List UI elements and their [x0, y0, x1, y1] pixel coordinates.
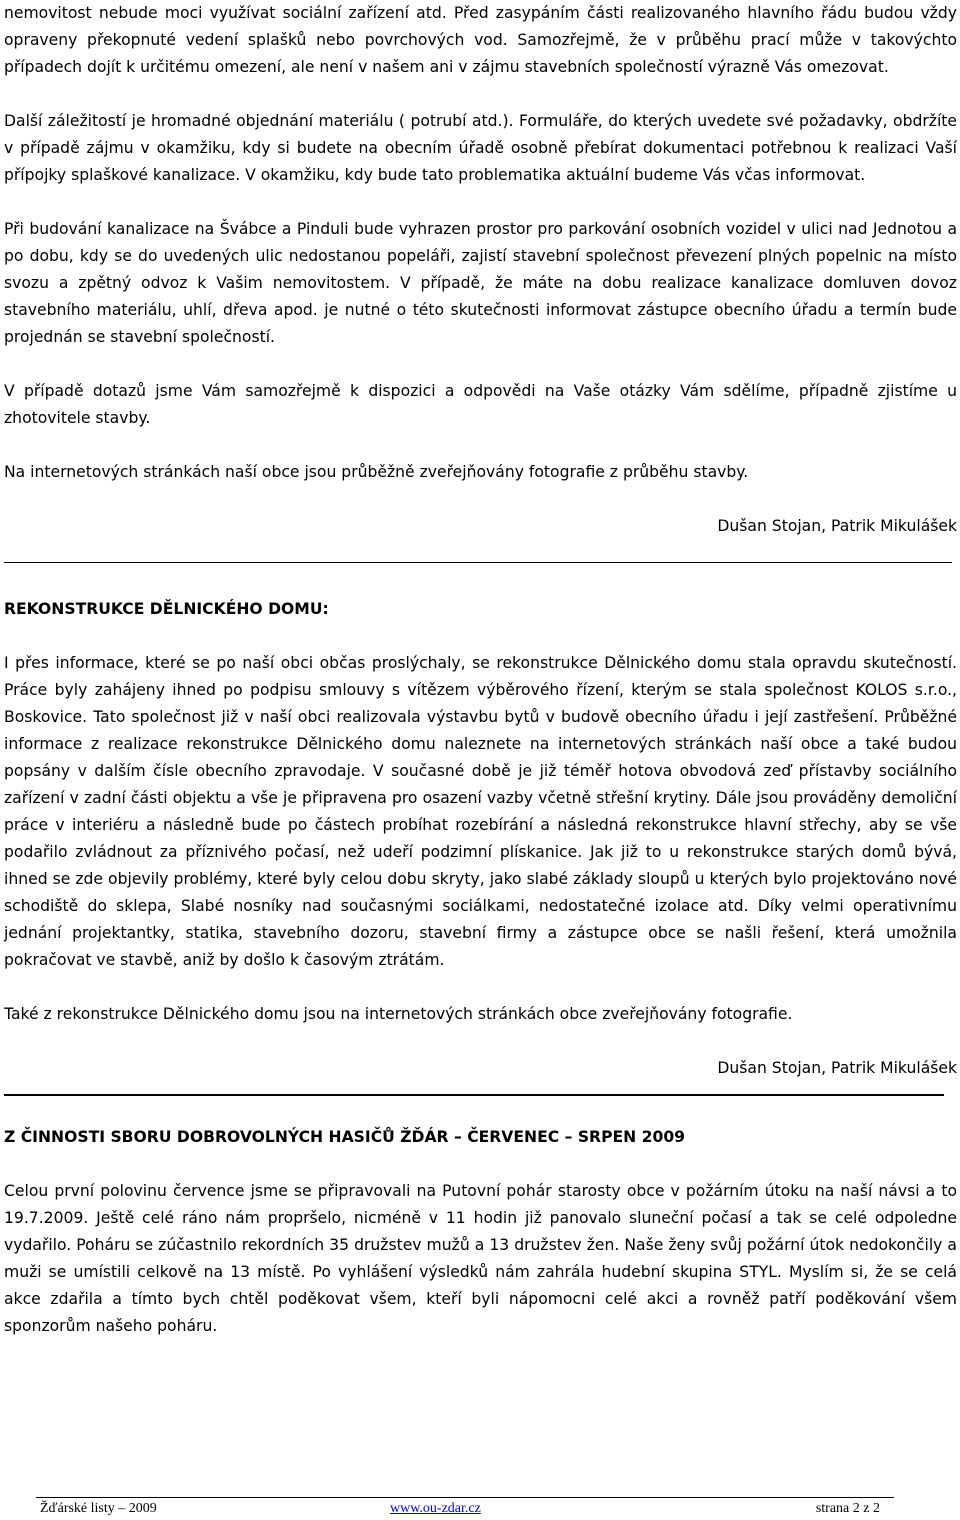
signature: Dušan Stojan, Patrik Mikulášek [717, 1059, 957, 1077]
paragraph: Na internetových stránkách naší obce jsou průběžně zveřejňovány fotografie z průběhu stavby. [4, 463, 749, 481]
footer-publication: Žďárské listy – 2009 [40, 1501, 157, 1516]
footer-website-link[interactable]: www.ou-zdar.cz [390, 1501, 481, 1516]
footer-divider [36, 1497, 894, 1498]
paragraph: Celou první polovinu července jsme se připravovali na Putovní pohár starosty obce v požárním útoku na naší návsi a to 19.7.2009. Ještě celé ráno nám propršelo, nicméně v 11 hodin již panovalo sluneční počasí a tak se celé odpoledne vydařilo. Poháru se zúčastnilo rekordních 35 družstev mužů a 13 družstev žen. Naše ženy svůj požární útok nedokončily a muži se umístili celkově na 13 místě. Po vyhlášení výsledků nám zahrála hudební skupina STYL. Myslím si, že se celá akce zdařila a tímto bych chtěl poděkovat všem, kteří byli nápomocni celé akci a rovněž patří poděkování všem sponzorům našeho poháru. [4, 1182, 957, 1335]
section-heading: Z ČINNOSTI SBORU DOBROVOLNÝCH HASIČŮ ŽĎÁR – ČERVENEC – SRPEN 2009 [4, 1128, 686, 1146]
footer-page-number: strana 2 z 2 [815, 1501, 880, 1516]
page-footer [40, 1500, 880, 1520]
signature: Dušan Stojan, Patrik Mikulášek [717, 517, 957, 535]
paragraph: nemovitost nebude moci využívat sociální zařízení atd. Před zasypáním části realizovaného hlavního řádu budou vždy opraveny překopnuté vedení splašků nebo povrchových vod. Samozřejmě, že v průběhu prací může v takovýchto případech dojít k určitému omezení, ale není v našem ani v zájmu stavebních společností výrazně Vás omezovat. [4, 4, 957, 76]
paragraph: I přes informace, které se po naší obci občas proslýchaly, se rekonstrukce Dělnického domu stala opravdu skutečností. Práce byly zahájeny ihned po podpisu smlouvy s vítězem výběrového řízení, kterým se stala společnost KOLOS s.r.o., Boskovice. Tato společnost již v naší obci realizovala výstavbu bytů v budově obecního úřadu i její zastřešení. Průběžné informace z realizace rekonstrukce Dělnického domu naleznete na internetových stránkách naší obce a také budou popsány v dalším čísle obecního zpravodaje. V současné době je již téměř hotova obvodová zeď přístavby sociálního zařízení v zadní části objektu a vše je připravena pro osazení vazby včetně střešní krytiny. Dále jsou prováděny demoliční práce v interiéru a následně bude po částech probíhat rozebírání a následná rekonstrukce hlavní střechy, aby se vše podařilo zvládnout za příznivého počasí, než udeří podzimní plískanice. Jak již to u rekonstrukce starých domů bývá, ihned se zde objevily problémy, které byly celou dobu skryty, jako slabé základy sloupů u kterých bylo projektováno nové schodiště do sklepa, Slabé nosníky nad současnými sociálkami, nedostatečné izolace atd. Díky velmi operativnímu jednání projektantky, statika, stavebního dozoru, stavební firmy a zástupce obce se našli řešení, která umožnila pokračovat ve stavbě, aniž by došlo k časovým ztrátám. [4, 654, 957, 969]
section-heading: REKONSTRUKCE DĚLNICKÉHO DOMU: [4, 600, 329, 618]
document-page [4, 0, 957, 1340]
paragraph: Také z rekonstrukce Dělnického domu jsou na internetových stránkách obce zveřejňovány fotografie. [4, 1005, 793, 1023]
paragraph: V případě dotazů jsme Vám samozřejmě k dispozici a odpovědi na Vaše otázky Vám sdělíme, případně zjistíme u zhotovitele stavby. [4, 382, 957, 427]
paragraph: Další záležitostí je hromadné objednání materiálu ( potrubí atd.). Formuláře, do kterých uvedete své požadavky, obdržíte v případě zájmu v okamžiku, kdy si budete na obecním úřadě osobně přebírat dokumentaci potřebnou k realizaci Vaší přípojky splaškové kanalizace. V okamžiku, kdy bude tato problematika aktuální budeme Vás včas informovat. [4, 112, 957, 184]
paragraph: Při budování kanalizace na Švábce a Pinduli bude vyhrazen prostor pro parkování osobních vozidel v ulici nad Jednotou a po dobu, kdy se do uvedených ulic nedostanou popeláři, zajistí stavební společnost převezení plných popelnic na místo svozu a zpětný odvoz k Vašim nemovitostem. V případě, že máte na dobu realizace kanalizace domluven dovoz stavebního materiálu, uhlí, dřeva apod. je nutné o této skutečnosti informovat zástupce obecního úřadu a termín bude projednán se stavební společností. [4, 220, 957, 346]
